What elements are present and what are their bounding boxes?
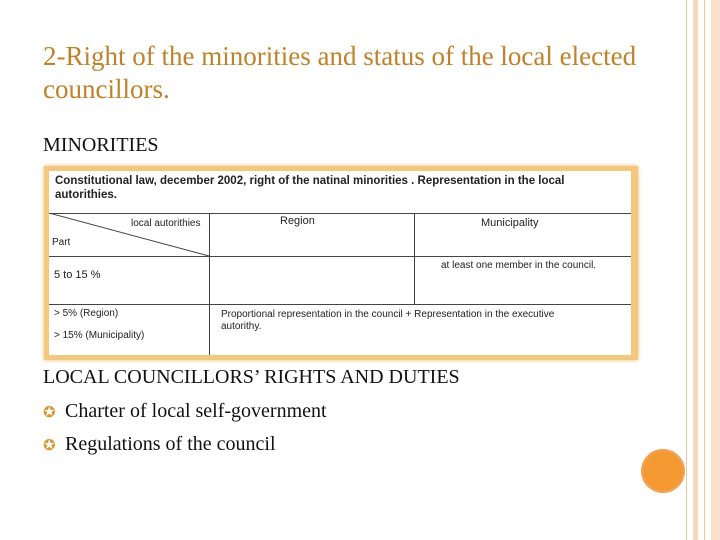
row2-part-municipality: > 15% (Municipality): [54, 330, 145, 341]
section-heading-councillors: LOCAL COUNCILLORS’ RIGHTS AND DUTIES: [43, 366, 460, 388]
section-heading-minorities: MINORITIES: [43, 134, 159, 156]
decor-stripe: [711, 0, 720, 540]
corner-label-authorities: local autorithies: [131, 218, 201, 229]
minorities-table: [49, 171, 631, 355]
bullet-item: [43, 400, 327, 423]
decor-stripe: [704, 0, 705, 540]
table-caption: Constitutional law, december 2002, right of the natinal minorities . Representation in the local autorithies.: [55, 175, 565, 201]
bullet-text: Charter of local self-government: [65, 400, 327, 422]
decor-stripe: [693, 0, 698, 540]
decor-circle: [641, 449, 685, 493]
slide-title: 2-Right of the minorities and status of the local elected councillors.: [43, 41, 637, 104]
table-rule: [414, 213, 415, 304]
gear-icon: ✪: [43, 402, 56, 421]
table-rule: [209, 304, 210, 355]
row2-part-region: > 5% (Region): [54, 308, 119, 319]
row2-representation-cell: Proportional representation in the council + Representation in the executive autorithy.: [221, 309, 555, 332]
gear-icon: ✪: [43, 435, 56, 454]
bullet-item: [43, 433, 276, 456]
table-rule: [49, 304, 631, 305]
corner-label-part: Part: [52, 237, 71, 248]
decor-stripe: [686, 0, 687, 540]
column-header-municipality: Municipality: [481, 217, 539, 229]
bullet-text: Regulations of the council: [65, 433, 276, 455]
minorities-table-image: [44, 166, 638, 360]
row-part-5-15: 5 to 15 %: [54, 269, 101, 281]
row1-municipality-cell: at least one member in the council.: [441, 260, 597, 271]
column-header-region: Region: [280, 215, 315, 227]
